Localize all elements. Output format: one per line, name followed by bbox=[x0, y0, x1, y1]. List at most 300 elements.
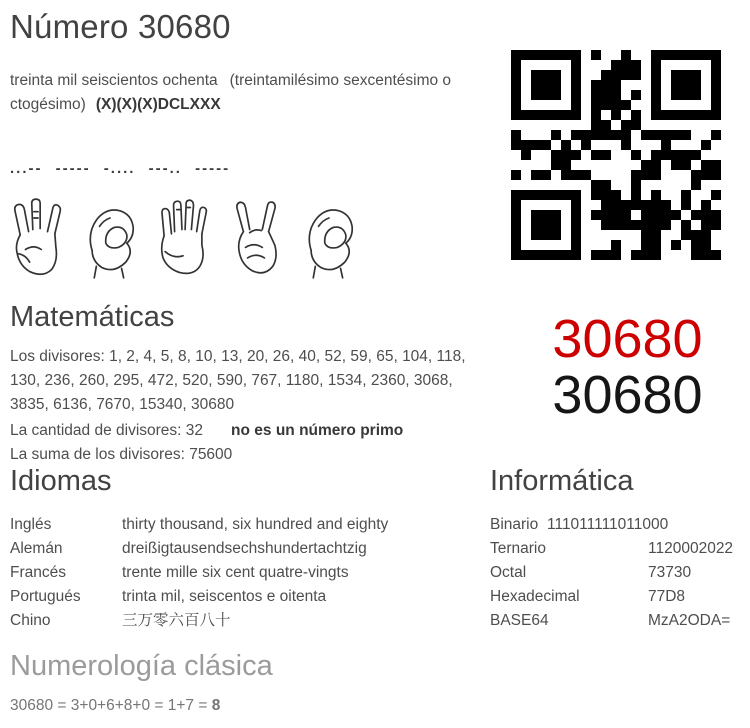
qr-module bbox=[631, 100, 641, 110]
qr-module bbox=[701, 220, 711, 230]
qr-module bbox=[701, 240, 711, 250]
qr-module bbox=[701, 170, 711, 180]
qr-module bbox=[571, 90, 581, 100]
section-heading-matematicas: Matemáticas bbox=[10, 301, 175, 333]
qr-module bbox=[521, 150, 531, 160]
qr-module bbox=[581, 140, 591, 150]
qr-module bbox=[511, 110, 521, 120]
qr-module bbox=[671, 160, 681, 170]
qr-module bbox=[541, 200, 551, 210]
qr-module bbox=[641, 170, 651, 180]
qr-module bbox=[711, 230, 721, 240]
qr-module bbox=[541, 100, 551, 110]
qr-module bbox=[711, 120, 721, 130]
qr-module bbox=[621, 190, 631, 200]
qr-module bbox=[631, 150, 641, 160]
qr-module bbox=[541, 170, 551, 180]
qr-module bbox=[681, 190, 691, 200]
qr-module bbox=[631, 130, 641, 140]
qr-module bbox=[511, 240, 521, 250]
qr-module bbox=[651, 50, 661, 60]
qr-module bbox=[521, 100, 531, 110]
qr-module bbox=[651, 200, 661, 210]
qr-module bbox=[621, 250, 631, 260]
qr-module bbox=[711, 180, 721, 190]
qr-module bbox=[691, 210, 701, 220]
qr-module bbox=[661, 160, 671, 170]
qr-module bbox=[691, 140, 701, 150]
qr-module bbox=[641, 160, 651, 170]
qr-module bbox=[641, 100, 651, 110]
qr-module bbox=[551, 150, 561, 160]
qr-module bbox=[691, 70, 701, 80]
qr-module bbox=[621, 120, 631, 130]
base-value: 1120002022 bbox=[648, 540, 734, 557]
qr-module bbox=[591, 230, 601, 240]
qr-module bbox=[541, 190, 551, 200]
qr-module bbox=[631, 140, 641, 150]
qr-module bbox=[531, 80, 541, 90]
qr-module bbox=[691, 120, 701, 130]
qr-module bbox=[631, 50, 641, 60]
qr-module bbox=[591, 90, 601, 100]
qr-module bbox=[561, 180, 571, 190]
qr-module bbox=[521, 180, 531, 190]
qr-module bbox=[571, 220, 581, 230]
qr-module bbox=[561, 70, 571, 80]
qr-module bbox=[681, 110, 691, 120]
qr-module bbox=[571, 210, 581, 220]
qr-module bbox=[691, 110, 701, 120]
qr-module bbox=[631, 230, 641, 240]
qr-module bbox=[711, 240, 721, 250]
qr-module bbox=[551, 80, 561, 90]
qr-module bbox=[651, 240, 661, 250]
sign-hand-0-icon bbox=[297, 197, 361, 281]
qr-module bbox=[571, 240, 581, 250]
base-value: MzA2ODA= bbox=[648, 612, 731, 629]
qr-module bbox=[671, 70, 681, 80]
qr-module bbox=[551, 220, 561, 230]
big-number-red: 30680 bbox=[552, 309, 703, 369]
qr-module bbox=[611, 100, 621, 110]
qr-module bbox=[651, 140, 661, 150]
qr-module bbox=[521, 80, 531, 90]
qr-module bbox=[671, 110, 681, 120]
qr-module bbox=[641, 190, 651, 200]
qr-module bbox=[611, 180, 621, 190]
qr-module bbox=[711, 50, 721, 60]
qr-module bbox=[641, 230, 651, 240]
qr-module bbox=[601, 200, 611, 210]
qr-module bbox=[571, 110, 581, 120]
qr-module bbox=[511, 80, 521, 90]
qr-module bbox=[671, 240, 681, 250]
qr-module bbox=[651, 230, 661, 240]
divisor-sum: La suma de los divisores: 75600 bbox=[10, 446, 233, 463]
qr-module bbox=[541, 240, 551, 250]
qr-module bbox=[631, 110, 641, 120]
qr-module bbox=[571, 120, 581, 130]
qr-module bbox=[691, 50, 701, 60]
sign-hand-6-icon bbox=[151, 197, 215, 281]
qr-module bbox=[681, 170, 691, 180]
base-label: Hexadecimal bbox=[490, 588, 580, 605]
qr-module bbox=[561, 80, 571, 90]
qr-module bbox=[531, 50, 541, 60]
qr-module bbox=[581, 160, 591, 170]
qr-module bbox=[541, 250, 551, 260]
qr-module bbox=[641, 150, 651, 160]
qr-module bbox=[641, 220, 651, 230]
qr-module bbox=[531, 160, 541, 170]
qr-module bbox=[651, 110, 661, 120]
qr-module bbox=[671, 200, 681, 210]
base-label: Ternario bbox=[490, 540, 546, 557]
qr-module bbox=[661, 130, 671, 140]
qr-module bbox=[701, 110, 711, 120]
qr-module bbox=[651, 150, 661, 160]
qr-module bbox=[711, 80, 721, 90]
qr-module bbox=[541, 210, 551, 220]
qr-module bbox=[701, 180, 711, 190]
qr-module bbox=[551, 70, 561, 80]
qr-module bbox=[531, 210, 541, 220]
qr-module bbox=[551, 240, 561, 250]
qr-module bbox=[681, 240, 691, 250]
qr-module bbox=[581, 250, 591, 260]
divisor-count: La cantidad de divisores: 32 bbox=[10, 422, 204, 439]
qr-module bbox=[671, 170, 681, 180]
qr-module bbox=[601, 100, 611, 110]
qr-module bbox=[601, 150, 611, 160]
qr-module bbox=[511, 180, 521, 190]
qr-module bbox=[531, 100, 541, 110]
qr-module bbox=[511, 120, 521, 130]
qr-module bbox=[681, 50, 691, 60]
qr-module bbox=[621, 60, 631, 70]
section-heading-idiomas: Idiomas bbox=[10, 465, 112, 497]
qr-module bbox=[711, 170, 721, 180]
qr-module bbox=[581, 110, 591, 120]
qr-module bbox=[621, 130, 631, 140]
qr-module bbox=[561, 220, 571, 230]
qr-module bbox=[541, 220, 551, 230]
qr-module bbox=[551, 190, 561, 200]
qr-module bbox=[511, 50, 521, 60]
qr-module bbox=[591, 50, 601, 60]
qr-module bbox=[661, 60, 671, 70]
qr-module bbox=[661, 200, 671, 210]
qr-module bbox=[561, 110, 571, 120]
qr-module bbox=[611, 70, 621, 80]
qr-module bbox=[581, 230, 591, 240]
qr-module bbox=[621, 150, 631, 160]
language-label: Chino bbox=[10, 612, 51, 629]
qr-module bbox=[681, 70, 691, 80]
qr-module bbox=[611, 210, 621, 220]
qr-module bbox=[571, 250, 581, 260]
qr-module bbox=[641, 130, 651, 140]
qr-module bbox=[551, 210, 561, 220]
qr-module bbox=[611, 80, 621, 90]
table-row bbox=[490, 537, 733, 561]
qr-module bbox=[621, 220, 631, 230]
qr-module bbox=[631, 240, 641, 250]
qr-module bbox=[651, 90, 661, 100]
qr-module bbox=[611, 110, 621, 120]
qr-module bbox=[701, 210, 711, 220]
qr-module bbox=[671, 210, 681, 220]
qr-module bbox=[651, 130, 661, 140]
qr-module bbox=[581, 180, 591, 190]
qr-module bbox=[541, 50, 551, 60]
qr-module bbox=[551, 200, 561, 210]
qr-module bbox=[711, 210, 721, 220]
qr-module bbox=[521, 110, 531, 120]
table-row bbox=[10, 609, 388, 633]
qr-module bbox=[691, 60, 701, 70]
language-value: thirty thousand, six hundred and eighty bbox=[122, 516, 389, 533]
qr-module bbox=[621, 170, 631, 180]
qr-module bbox=[661, 240, 671, 250]
qr-module bbox=[511, 100, 521, 110]
qr-module bbox=[671, 90, 681, 100]
section-heading-numerologia: Numerología clásica bbox=[10, 650, 273, 682]
qr-module bbox=[631, 170, 641, 180]
qr-module bbox=[561, 120, 571, 130]
qr-module bbox=[591, 150, 601, 160]
qr-module bbox=[711, 90, 721, 100]
qr-module bbox=[561, 200, 571, 210]
sign-hand-8-icon bbox=[224, 197, 288, 281]
qr-module bbox=[691, 170, 701, 180]
qr-module bbox=[591, 250, 601, 260]
qr-module bbox=[671, 190, 681, 200]
qr-module bbox=[661, 190, 671, 200]
qr-module bbox=[681, 220, 691, 230]
qr-module bbox=[591, 60, 601, 70]
qr-module bbox=[681, 80, 691, 90]
base-label: Binario bbox=[490, 516, 539, 533]
qr-module bbox=[531, 90, 541, 100]
qr-module bbox=[681, 150, 691, 160]
qr-module bbox=[671, 150, 681, 160]
morse-code: ...-- ----- -.... ---.. ----- bbox=[10, 160, 231, 177]
qr-module bbox=[581, 200, 591, 210]
qr-module bbox=[641, 120, 651, 130]
divisor-count-line bbox=[10, 419, 403, 443]
qr-module bbox=[661, 220, 671, 230]
qr-module bbox=[591, 190, 601, 200]
qr-module bbox=[661, 100, 671, 110]
qr-module bbox=[651, 170, 661, 180]
qr-module bbox=[691, 130, 701, 140]
qr-module bbox=[571, 230, 581, 240]
qr-module bbox=[681, 210, 691, 220]
qr-module bbox=[691, 100, 701, 110]
table-row bbox=[10, 561, 388, 585]
qr-module bbox=[671, 230, 681, 240]
qr-module bbox=[701, 200, 711, 210]
qr-module bbox=[601, 60, 611, 70]
language-value: 三万零六百八十 bbox=[122, 612, 231, 629]
qr-module bbox=[581, 60, 591, 70]
qr-module bbox=[561, 150, 571, 160]
qr-module bbox=[581, 190, 591, 200]
qr-module bbox=[611, 190, 621, 200]
qr-module bbox=[611, 60, 621, 70]
qr-module bbox=[631, 180, 641, 190]
qr-module bbox=[541, 90, 551, 100]
qr-module bbox=[711, 250, 721, 260]
qr-module bbox=[601, 140, 611, 150]
qr-module bbox=[521, 70, 531, 80]
qr-module bbox=[701, 80, 711, 90]
qr-module bbox=[601, 240, 611, 250]
qr-module bbox=[661, 230, 671, 240]
base-label: Octal bbox=[490, 564, 527, 581]
qr-module bbox=[621, 50, 631, 60]
qr-module bbox=[691, 160, 701, 170]
qr-module bbox=[561, 100, 571, 110]
qr-module bbox=[651, 180, 661, 190]
numerology-sum: 30680 = 3+0+6+8+0 = 1+7 = bbox=[10, 697, 212, 714]
qr-module bbox=[621, 240, 631, 250]
qr-module bbox=[701, 60, 711, 70]
qr-module bbox=[701, 250, 711, 260]
table-row bbox=[490, 513, 733, 537]
qr-module bbox=[611, 150, 621, 160]
qr-module bbox=[571, 140, 581, 150]
qr-module bbox=[671, 120, 681, 130]
languages-table bbox=[10, 513, 388, 633]
qr-module bbox=[541, 150, 551, 160]
qr-module bbox=[601, 160, 611, 170]
qr-module bbox=[671, 180, 681, 190]
qr-module bbox=[691, 150, 701, 160]
qr-module bbox=[691, 90, 701, 100]
qr-module bbox=[621, 180, 631, 190]
language-label: Francés bbox=[10, 564, 66, 581]
qr-module bbox=[601, 70, 611, 80]
qr-module bbox=[511, 210, 521, 220]
qr-module bbox=[511, 150, 521, 160]
qr-module bbox=[581, 130, 591, 140]
qr-module bbox=[611, 240, 621, 250]
table-row bbox=[490, 561, 733, 585]
qr-module bbox=[651, 160, 661, 170]
qr-module bbox=[561, 170, 571, 180]
qr-module bbox=[661, 180, 671, 190]
qr-module bbox=[571, 160, 581, 170]
qr-module bbox=[621, 200, 631, 210]
qr-module bbox=[531, 170, 541, 180]
qr-module bbox=[511, 220, 521, 230]
qr-module bbox=[681, 200, 691, 210]
qr-module bbox=[521, 120, 531, 130]
qr-module bbox=[521, 160, 531, 170]
qr-module bbox=[611, 90, 621, 100]
qr-module bbox=[661, 50, 671, 60]
qr-module bbox=[591, 140, 601, 150]
qr-module bbox=[521, 190, 531, 200]
qr-module bbox=[661, 250, 671, 260]
roman-numeral: (X)(X)(X)DCLXXX bbox=[95, 96, 221, 113]
qr-module bbox=[571, 190, 581, 200]
qr-module bbox=[601, 170, 611, 180]
qr-module bbox=[511, 230, 521, 240]
qr-module bbox=[541, 70, 551, 80]
qr-module bbox=[681, 90, 691, 100]
qr-module bbox=[551, 160, 561, 170]
qr-module bbox=[551, 180, 561, 190]
base-value: 77D8 bbox=[648, 588, 686, 605]
qr-module bbox=[711, 110, 721, 120]
qr-module bbox=[681, 160, 691, 170]
qr-module bbox=[631, 200, 641, 210]
qr-module bbox=[551, 110, 561, 120]
qr-module bbox=[711, 150, 721, 160]
qr-module bbox=[591, 220, 601, 230]
qr-module bbox=[711, 140, 721, 150]
qr-module bbox=[531, 150, 541, 160]
qr-module bbox=[521, 140, 531, 150]
qr-module bbox=[591, 80, 601, 90]
qr-module bbox=[631, 220, 641, 230]
qr-module bbox=[561, 140, 571, 150]
qr-module bbox=[521, 90, 531, 100]
qr-module bbox=[701, 190, 711, 200]
qr-module bbox=[631, 250, 641, 260]
qr-module bbox=[601, 180, 611, 190]
qr-module bbox=[521, 60, 531, 70]
qr-module bbox=[701, 150, 711, 160]
qr-module bbox=[571, 200, 581, 210]
qr-module bbox=[711, 70, 721, 80]
qr-module bbox=[691, 250, 701, 260]
qr-module bbox=[561, 230, 571, 240]
qr-module bbox=[531, 220, 541, 230]
qr-module bbox=[571, 100, 581, 110]
qr-module bbox=[511, 170, 521, 180]
qr-module bbox=[691, 220, 701, 230]
qr-module bbox=[641, 180, 651, 190]
qr-module bbox=[591, 130, 601, 140]
table-row bbox=[10, 585, 388, 609]
qr-module bbox=[671, 60, 681, 70]
page-title: Número 30680 bbox=[10, 8, 231, 45]
qr-module bbox=[561, 210, 571, 220]
qr-module bbox=[581, 240, 591, 250]
qr-module bbox=[611, 120, 621, 130]
qr-module bbox=[661, 140, 671, 150]
qr-module bbox=[551, 60, 561, 70]
qr-module bbox=[531, 230, 541, 240]
qr-module bbox=[521, 210, 531, 220]
qr-module bbox=[631, 80, 641, 90]
qr-module bbox=[661, 150, 671, 160]
qr-module bbox=[541, 180, 551, 190]
qr-module bbox=[521, 250, 531, 260]
qr-module bbox=[661, 170, 671, 180]
qr-module bbox=[711, 190, 721, 200]
qr-module bbox=[661, 80, 671, 90]
qr-module bbox=[591, 180, 601, 190]
qr-module bbox=[671, 100, 681, 110]
qr-module bbox=[561, 60, 571, 70]
qr-module bbox=[651, 70, 661, 80]
